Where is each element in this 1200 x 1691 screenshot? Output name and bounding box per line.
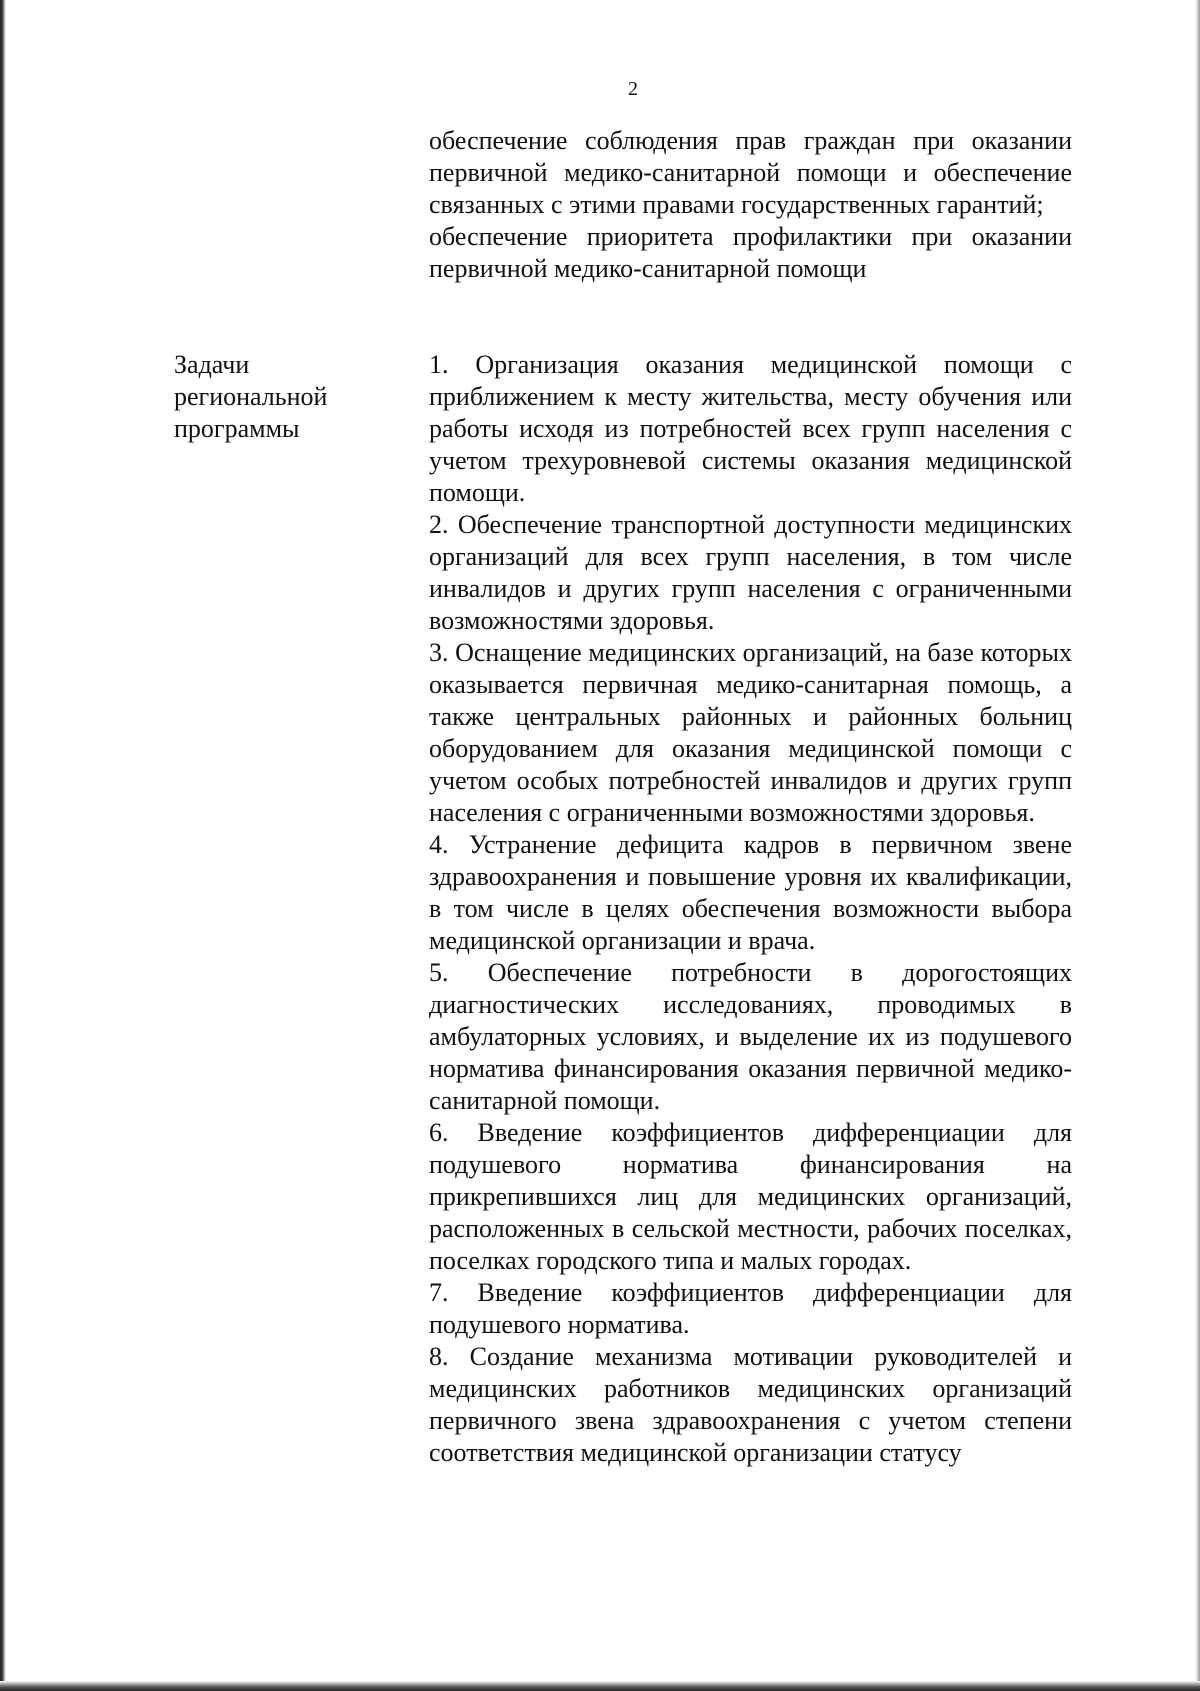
tasks-label-line: региональной bbox=[174, 382, 328, 411]
task-item: 4. Устранение дефицита кадров в первичном звене здравоохранения и повышение уровня их квалификации, в том числе в целях обеспечения возможности выбора медицинской организации и врача. bbox=[429, 830, 1072, 955]
tasks-list bbox=[429, 349, 1072, 1469]
tasks-label bbox=[174, 349, 394, 445]
intro-paragraph: обеспечение приоритета профилактики при оказании первичной медико-санитарной помощи bbox=[429, 222, 1072, 283]
tasks-label-line: Задачи bbox=[174, 350, 250, 379]
page-number: 2 bbox=[628, 78, 638, 100]
scan-edge-left bbox=[0, 0, 6, 1691]
task-item: 7. Введение коэффициентов дифференциации для подушевого норматива. bbox=[429, 1278, 1072, 1339]
intro-paragraph: обеспечение соблюдения прав граждан при оказании первичной медико-санитарной помощи и обеспечение связанных с этими правами государственных гарантий; bbox=[429, 126, 1072, 219]
task-item: 2. Обеспечение транспортной доступности медицинских организаций для всех групп населения, в том числе инвалидов и других групп населения с ограниченными возможностями здоровья. bbox=[429, 510, 1072, 635]
task-item: 5. Обеспечение потребности в дорогостоящих диагностических исследованиях, проводимых в амбулаторных условиях, и выделение их из подушевого норматива финансирования оказания первичной медико-санитарной помощи. bbox=[429, 958, 1072, 1115]
tasks-label-line: программы bbox=[174, 414, 300, 443]
task-item: 3. Оснащение медицинских организаций, на базе которых оказывается первичная медико-санитарная помощь, а также центральных районных и районных больниц оборудованием для оказания медицинской помощи с учетом особых потребностей инвалидов и других групп населения с ограниченными возможностями здоровья. bbox=[429, 638, 1072, 827]
scan-edge-bottom bbox=[0, 1681, 1200, 1691]
task-item: 1. Организация оказания медицинской помощи с приближением к месту жительства, месту обучения или работы исходя из потребностей всех групп населения с учетом трехуровневой системы оказания медицинской помощи. bbox=[429, 350, 1072, 507]
task-item: 6. Введение коэффициентов дифференциации для подушевого норматива финансирования на прикрепившихся лиц для медицинских организаций, расположенных в сельской местности, рабочих поселках, поселках городского типа и малых городах. bbox=[429, 1118, 1072, 1275]
scan-edge-right bbox=[1195, 0, 1200, 1691]
task-item: 8. Создание механизма мотивации руководителей и медицинских работников медицинских организаций первичного звена здравоохранения с учетом степени соответствия медицинской организации статусу bbox=[429, 1342, 1072, 1467]
intro-section bbox=[429, 125, 1072, 285]
